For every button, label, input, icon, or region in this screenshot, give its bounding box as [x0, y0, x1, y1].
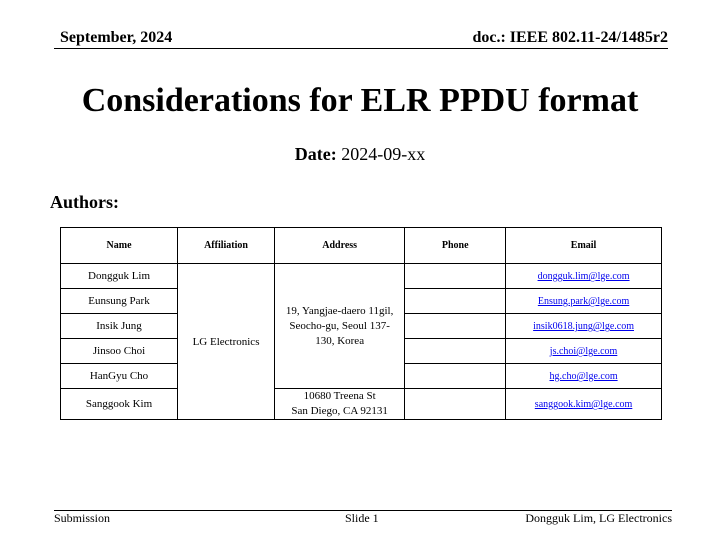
- author-email-link[interactable]: sanggook.kim@lge.com: [534, 399, 633, 410]
- author-phone: [405, 339, 506, 364]
- table-row: [61, 389, 662, 420]
- author-phone: [405, 264, 506, 289]
- header-email: Email: [506, 228, 662, 264]
- header-doc-id: doc.: IEEE 802.11-24/1485r2: [472, 29, 668, 46]
- author-affiliation: LG Electronics: [178, 264, 275, 420]
- authors-heading: Authors:: [50, 192, 120, 212]
- header-name: Name: [61, 228, 178, 264]
- author-email-cell: [506, 389, 662, 420]
- author-email-link[interactable]: insik0618.jung@lge.com: [533, 321, 634, 332]
- footer-slide-number: Slide 1: [345, 511, 379, 525]
- address-line: 19, Yangjae-daero 11gil,: [285, 304, 394, 317]
- author-email-cell: [506, 364, 662, 389]
- author-email-cell: [506, 314, 662, 339]
- author-name: Dongguk Lim: [61, 264, 178, 289]
- author-address-sandiego: [275, 389, 405, 420]
- footer-author: Dongguk Lim, LG Electronics: [525, 511, 672, 525]
- author-name: Sanggook Kim: [61, 389, 178, 420]
- header-phone: Phone: [405, 228, 506, 264]
- header-divider: [54, 48, 668, 49]
- header-affiliation: Affiliation: [178, 228, 275, 264]
- author-name: Insik Jung: [61, 314, 178, 339]
- footer-submission: Submission: [54, 511, 111, 525]
- date-label: Date:: [294, 144, 337, 164]
- author-phone: [405, 289, 506, 314]
- author-email-link[interactable]: Ensung.park@lge.com: [537, 296, 630, 307]
- author-phone: [405, 314, 506, 339]
- slide-title: Considerations for ELR PPDU format: [81, 82, 639, 119]
- table-header-row: [61, 228, 662, 264]
- author-name: Eunsung Park: [61, 289, 178, 314]
- author-email-cell: [506, 289, 662, 314]
- author-phone: [405, 364, 506, 389]
- date-value: 2024-09-xx: [341, 144, 426, 164]
- author-email-cell: [506, 339, 662, 364]
- address-line: 130, Korea: [315, 334, 365, 347]
- header-address: Address: [275, 228, 405, 264]
- address-line: 10680 Treena St: [303, 390, 376, 402]
- author-name: Jinsoo Choi: [61, 339, 178, 364]
- address-line: Seocho-gu, Seoul 137-: [289, 319, 390, 332]
- author-email-cell: [506, 264, 662, 289]
- table-row: [61, 264, 662, 289]
- author-phone: [405, 389, 506, 420]
- author-email-link[interactable]: js.choi@lge.com: [549, 346, 618, 357]
- author-email-link[interactable]: dongguk.lim@lge.com: [537, 271, 630, 282]
- date-line: [0, 144, 720, 165]
- author-name: HanGyu Cho: [61, 364, 178, 389]
- address-line: San Diego, CA 92131: [291, 405, 388, 417]
- author-address-seoul: [275, 264, 405, 389]
- author-email-link[interactable]: hg.cho@lge.com: [549, 371, 618, 382]
- authors-table: [60, 227, 662, 420]
- header-date: September, 2024: [60, 29, 173, 46]
